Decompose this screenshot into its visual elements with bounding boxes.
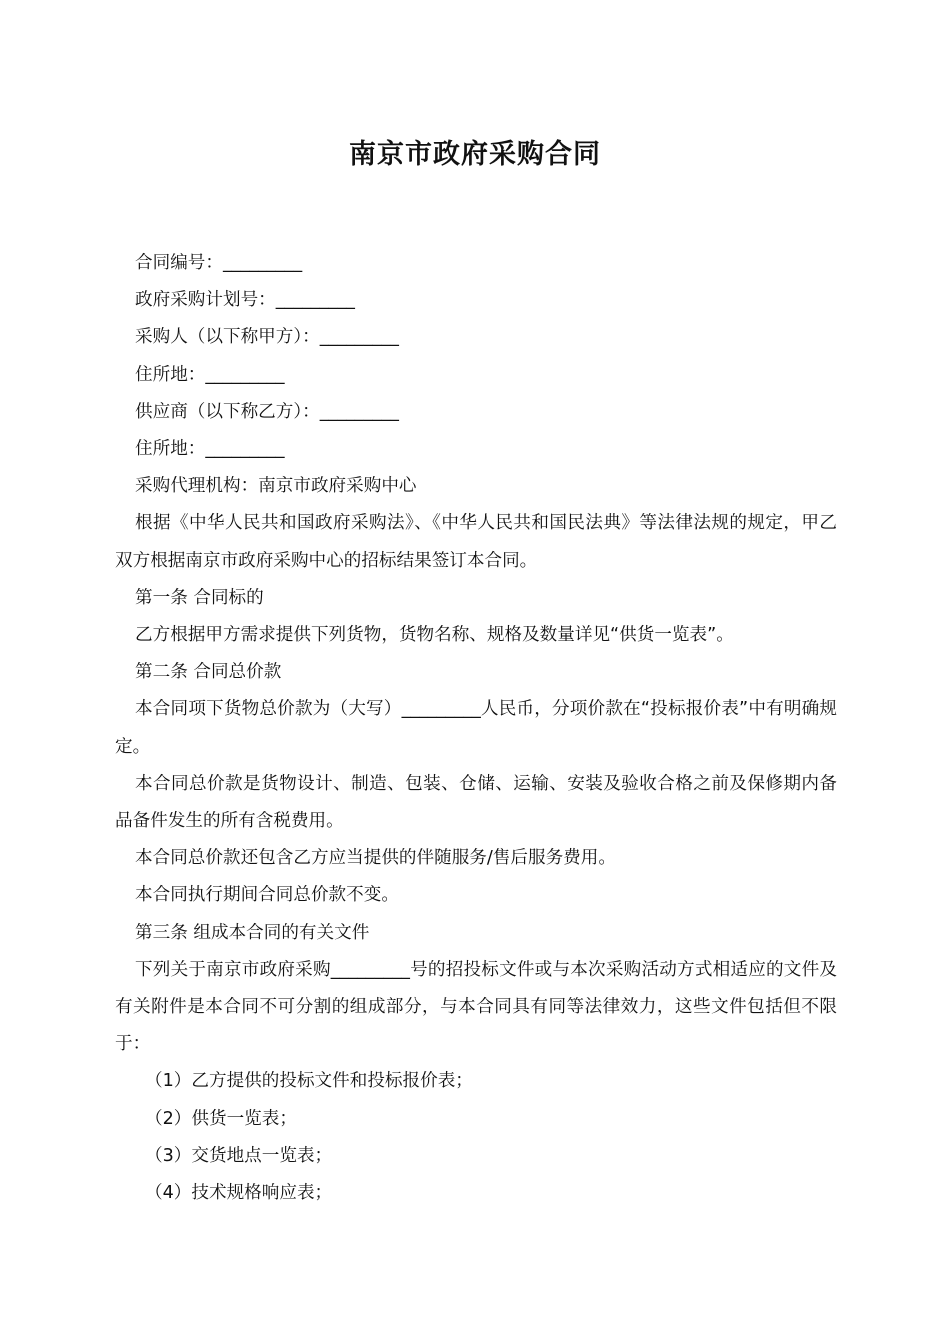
article-1-heading: 第一条 合同标的 (135, 587, 264, 608)
procurement-plan-number-line: 政府采购计划号：_________ (135, 290, 355, 311)
document-body (115, 245, 837, 1212)
list-item: （4）技术规格响应表； (145, 1183, 333, 1204)
supplier-line: 供应商（以下称乙方）：_________ (135, 401, 399, 422)
article-2-paragraph-2: 本合同总价款是货物设计、制造、包装、仓储、运输、安装及验收合格之前及保修期内备品备件发生的所有含税费用。 (115, 773, 837, 832)
article-2-paragraph-1: 本合同项下货物总价款为（大写）_________人民币，分项价款在“投标报价表”中有明确规定。 (115, 699, 837, 757)
purchaser-address-line: 住所地：_________ (135, 364, 285, 385)
agency-line: 采购代理机构：南京市政府采购中心 (135, 476, 417, 497)
supplier-address-line: 住所地：_________ (135, 439, 285, 460)
article-2-paragraph-3: 本合同总价款还包含乙方应当提供的伴随服务/售后服务费用。 (135, 848, 616, 869)
article-3-heading: 第三条 组成本合同的有关文件 (135, 922, 370, 943)
article-3-paragraph: 下列关于南京市政府采购_________号的招投标文件或与本次采购活动方式相适应的文件及有关附件是本合同不可分割的组成部分，与本合同具有同等法律效力，这些文件包括但不限于： (115, 959, 837, 1055)
list-item: （3）交货地点一览表； (145, 1145, 333, 1166)
article-1-paragraph: 乙方根据甲方需求提供下列货物，货物名称、规格及数量详见“供货一览表”。 (135, 625, 734, 646)
contract-number-line: 合同编号：_________ (135, 253, 303, 273)
document-title: 南京市政府采购合同 (349, 139, 601, 170)
article-2-paragraph-4: 本合同执行期间合同总价款不变。 (135, 885, 399, 906)
list-item: （2）供货一览表； (145, 1108, 297, 1129)
article-2-heading: 第二条 合同总价款 (135, 662, 282, 683)
list-item: （1）乙方提供的投标文件和投标报价表； (145, 1071, 473, 1092)
preamble-paragraph: 根据《中华人民共和国政府采购法》、《中华人民共和国民法典》等法律法规的规定，甲乙双方根据南京市政府采购中心的招标结果签订本合同。 (115, 513, 837, 571)
purchaser-line: 采购人（以下称甲方）：_________ (135, 327, 399, 348)
